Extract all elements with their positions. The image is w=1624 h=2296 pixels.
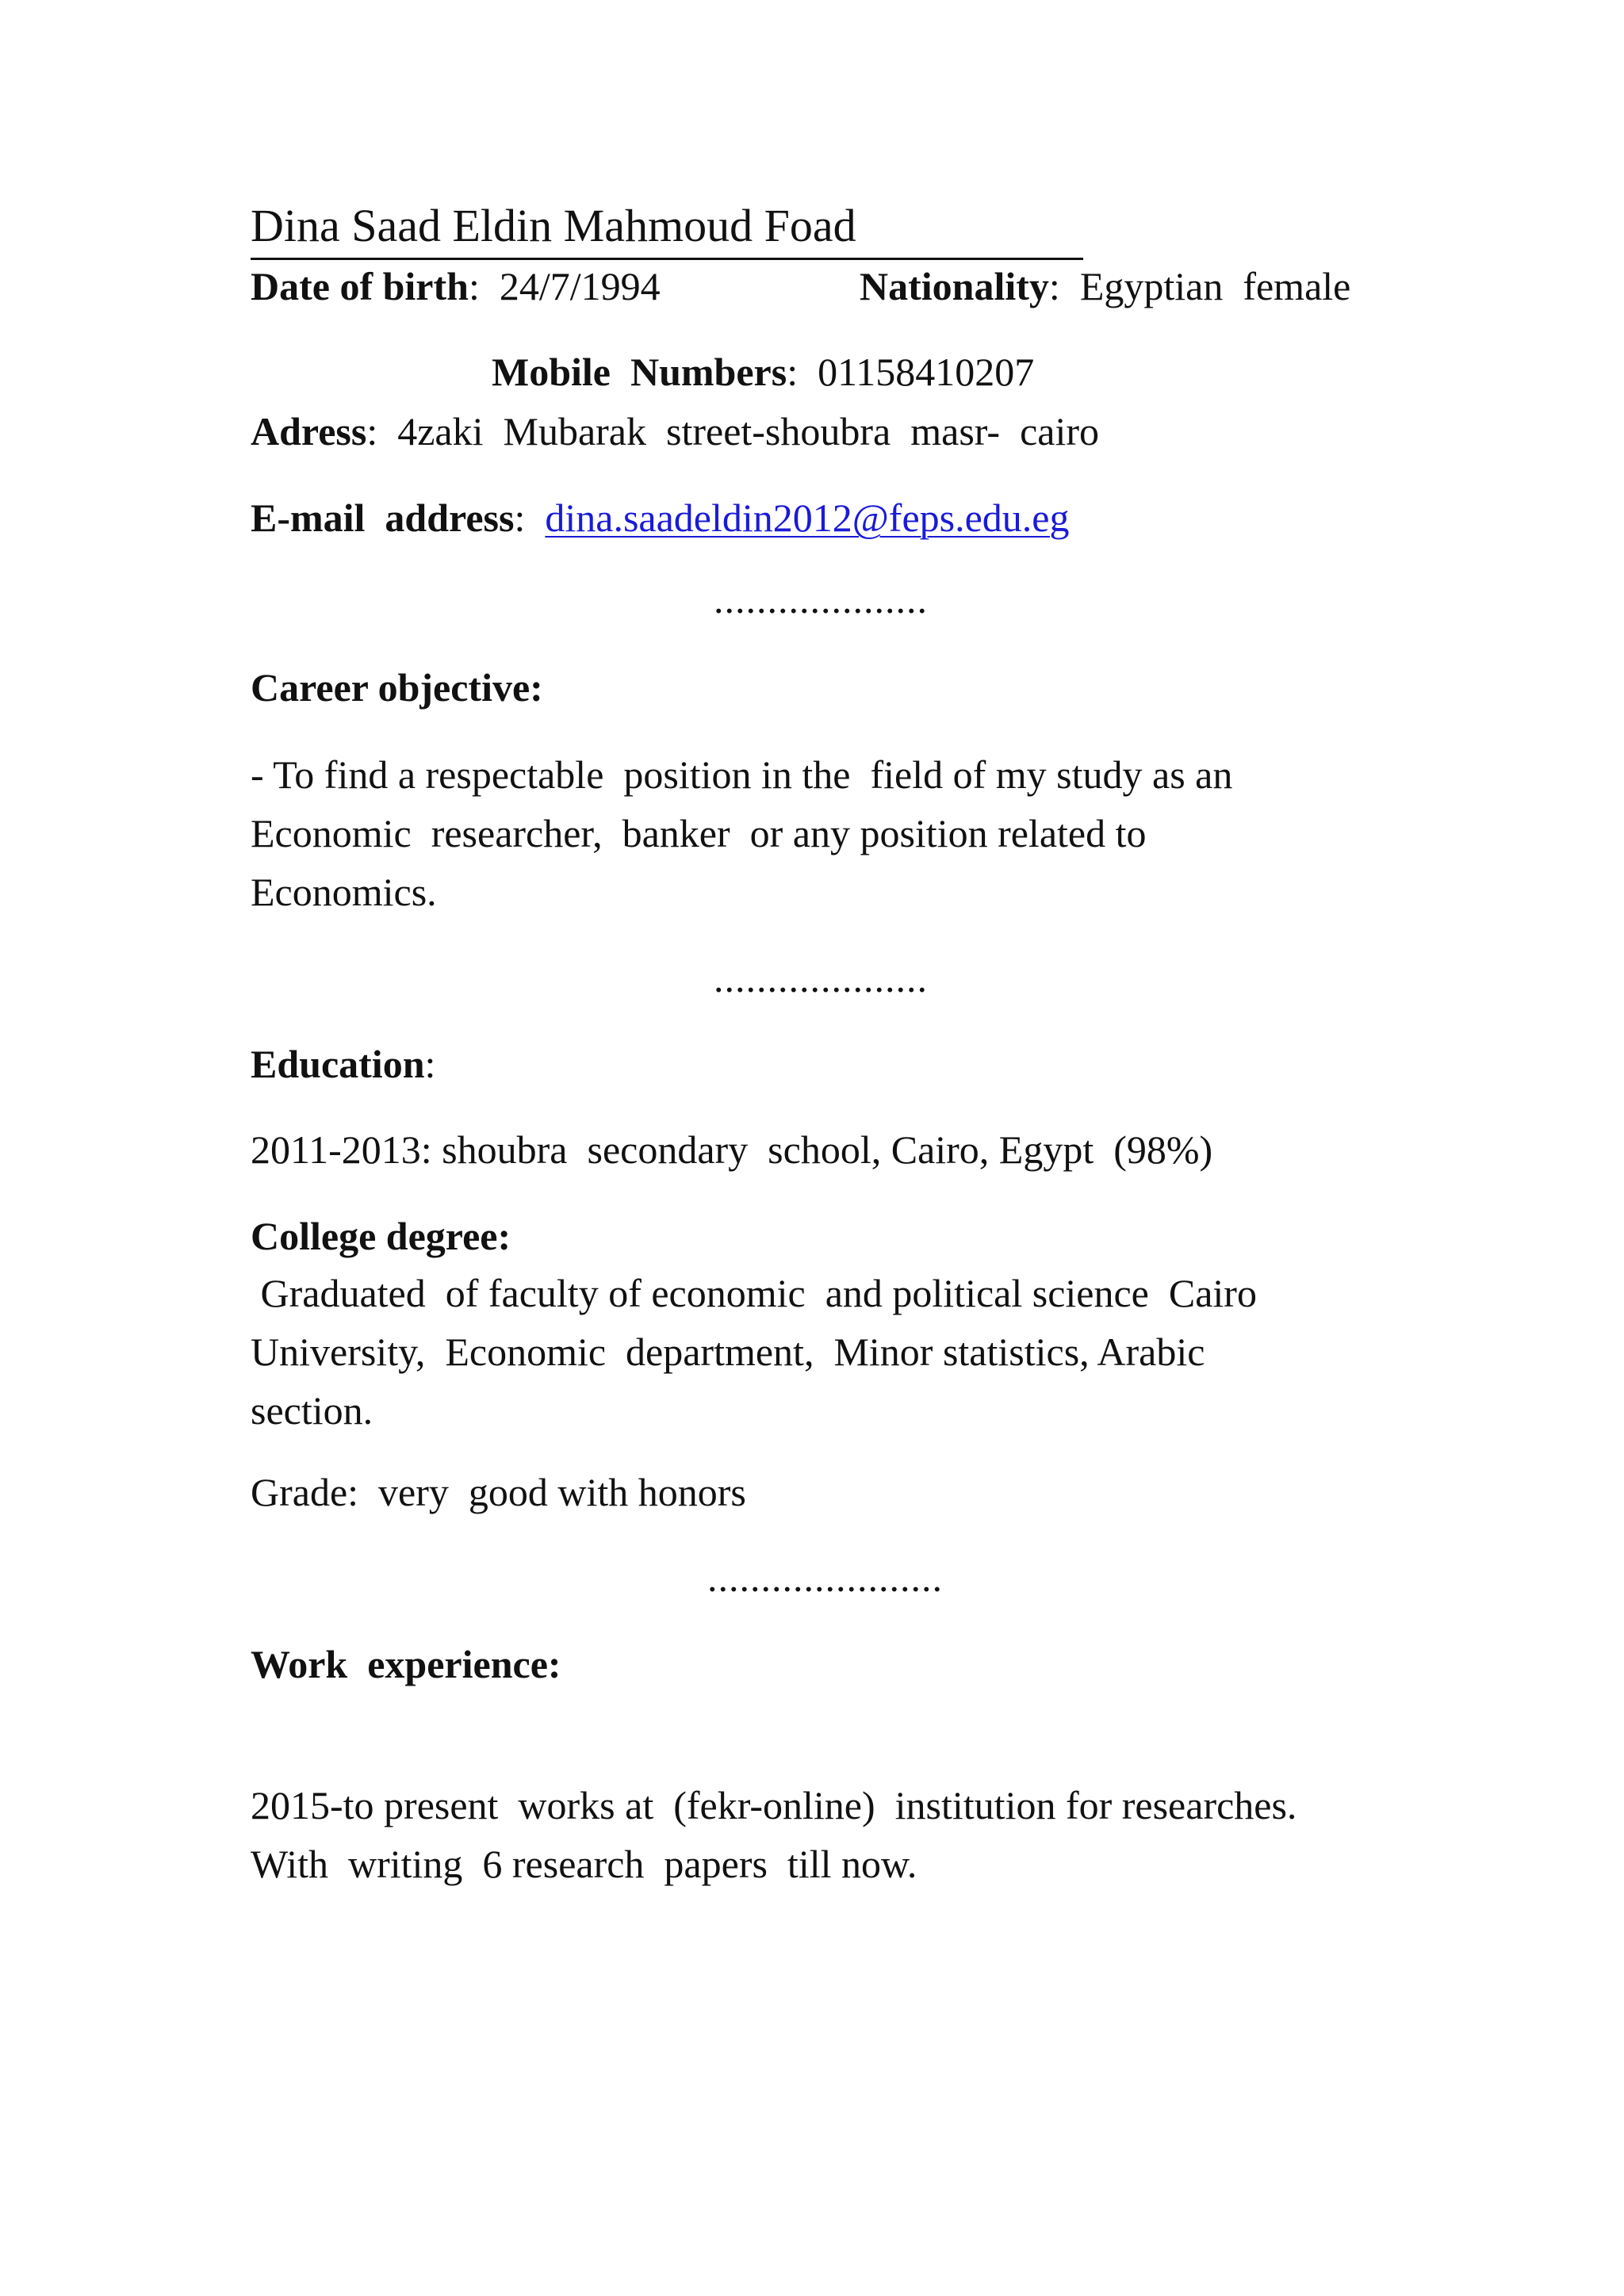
dob-line: Date of birth: 24/7/1994 — [251, 264, 661, 308]
career-text — [251, 745, 1392, 921]
separator-1: .................... — [714, 577, 928, 622]
work-line-1: 2015-to present works at (fekr-online) institution for researches. — [251, 1783, 1297, 1827]
work-text — [251, 1776, 1392, 1893]
college-line-3: section. — [251, 1388, 373, 1433]
address-line: Adress: 4zaki Mubarak street-shoubra masr- cairo — [251, 409, 1099, 453]
school-line: 2011-2013: shoubra secondary school, Cairo, Egypt (98%) — [251, 1127, 1213, 1172]
candidate-name: Dina Saad Eldin Mahmoud Foad — [251, 194, 1083, 260]
education-heading: Education — [251, 1042, 425, 1086]
career-line-1: - To find a respectable position in the field of my study as an — [251, 752, 1233, 797]
grade-line: Grade: very good with honors — [251, 1470, 746, 1514]
career-line-3: Economics. — [251, 870, 437, 914]
dob-label: Date of birth — [251, 264, 469, 308]
college-heading: College degree: — [251, 1214, 511, 1258]
dob-value: 24/7/1994 — [499, 264, 661, 308]
career-heading: Career objective: — [251, 665, 543, 710]
nationality-line: Nationality: Egyptian female — [860, 264, 1351, 308]
nationality-value: Egyptian female — [1079, 264, 1351, 308]
separator-2: .................... — [714, 956, 928, 1001]
work-heading: Work experience: — [251, 1642, 561, 1686]
address-value: 4zaki Mubarak street-shoubra masr- cairo — [397, 409, 1099, 453]
mobile-label: Mobile Numbers — [492, 350, 787, 394]
separator-3: ...................... — [707, 1556, 943, 1600]
work-line-2: With writing 6 research papers till now. — [251, 1842, 917, 1886]
email-label: E-mail address — [251, 496, 515, 540]
nationality-label: Nationality — [860, 264, 1049, 308]
email-link[interactable]: dina.saadeldin2012@feps.edu.eg — [545, 496, 1070, 540]
education-heading-line: Education: — [251, 1042, 436, 1086]
address-label: Adress — [251, 409, 367, 453]
email-line: E-mail address: dina.saadeldin2012@feps.edu.eg — [251, 496, 1070, 540]
mobile-value: 01158410207 — [818, 350, 1035, 394]
college-text — [251, 1264, 1392, 1440]
college-line-1: Graduated of faculty of economic and political science Cairo — [251, 1271, 1257, 1315]
career-line-2: Economic researcher, banker or any position related to — [251, 811, 1147, 855]
mobile-line: Mobile Numbers: 01158410207 — [492, 350, 1035, 394]
college-line-2: University, Economic department, Minor statistics, Arabic — [251, 1330, 1205, 1374]
